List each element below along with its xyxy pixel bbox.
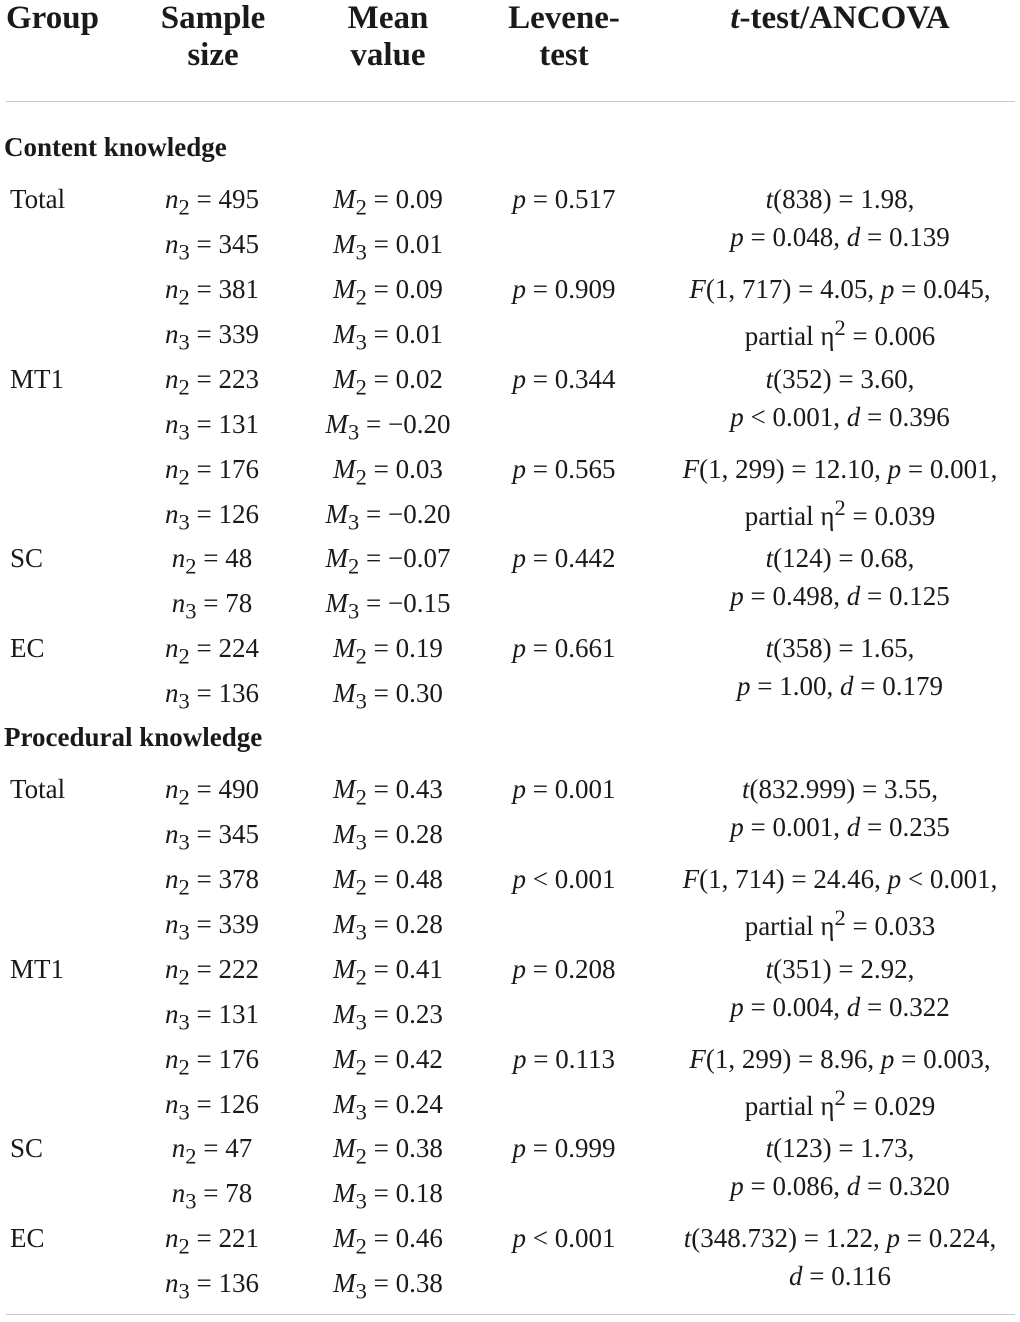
mean-value-cell [308, 451, 468, 541]
mean-value-cell-line: $M_2 = 0.41$ [333, 954, 443, 990]
table-row [0, 771, 1020, 855]
header-sample-size [133, 0, 293, 74]
mean-value-cell-line: $M_2 = 0.48$ [333, 864, 443, 900]
table-row [0, 540, 1020, 624]
header-divider [6, 101, 1015, 102]
sample-size-cell-line: $n_2 = 222$ [165, 954, 259, 990]
sample-size-cell-line: $n_2 = 224$ [165, 633, 259, 669]
section-title: Procedural knowledge [4, 722, 263, 752]
table-row [0, 361, 1020, 445]
mean-value-cell [308, 271, 468, 361]
header-mean-line-1: Mean [347, 0, 429, 36]
levene-cell: p = 0.001 [512, 774, 616, 804]
sample-size-cell [132, 1220, 292, 1310]
test-result-cell [660, 540, 1020, 615]
header-levene-line-1: Levene- [508, 0, 620, 36]
test-result-cell [660, 630, 1020, 705]
sample-size-cell [132, 1041, 292, 1131]
group-cell: EC [10, 633, 45, 663]
test-result-cell-line: F(1, 717) = 4.05, p = 0.045, [689, 274, 991, 304]
test-result-cell [660, 951, 1020, 1026]
test-result-cell [660, 361, 1020, 436]
test-result-cell-line: t(124) = 0.68, [765, 543, 915, 573]
test-result-cell [660, 451, 1020, 535]
sample-size-cell-line: $n_2 = 223$ [165, 364, 259, 400]
levene-cell: p = 0.113 [513, 1044, 615, 1074]
mean-value-cell-line: $M_2 = 0.38$ [333, 1133, 443, 1169]
group-cell: Total [10, 184, 66, 214]
test-result-cell-line: t(838) = 1.98, [765, 184, 915, 214]
test-result-cell-line: partial $\eta^2 = 0.006$ [744, 314, 936, 351]
sample-size-cell-line: $n_3 = 345$ [165, 228, 259, 265]
section-title: Content knowledge [4, 132, 227, 162]
mean-value-cell [308, 630, 468, 720]
mean-value-cell-line: $M_2 = 0.03$ [333, 454, 443, 490]
mean-value-cell-line: $M_3 = -0.20$ [325, 408, 451, 445]
group-cell: EC [10, 1223, 45, 1253]
levene-cell: p = 0.909 [512, 274, 616, 304]
mean-value-cell-line: $M_3 = -0.20$ [325, 498, 451, 535]
test-result-cell-line: partial $\eta^2 = 0.029$ [744, 1084, 936, 1121]
test-result-cell-line: p = 0.001, d = 0.235 [730, 811, 950, 842]
sample-size-cell [132, 951, 292, 1041]
test-result-cell [660, 1130, 1020, 1205]
table-row [0, 630, 1020, 714]
test-result-cell-line: p = 1.00, d = 0.179 [737, 670, 943, 701]
mean-value-cell-line: $M_3 = 0.23$ [333, 998, 443, 1035]
test-result-cell [660, 1041, 1020, 1125]
table-row [0, 1220, 1020, 1304]
levene-cell: p = 0.661 [512, 633, 616, 663]
mean-value-cell-line: $M_2 = -0.07$ [325, 543, 451, 579]
group-cell: Total [10, 774, 66, 804]
header-sample-line-2: size [187, 37, 239, 73]
sample-size-cell-line: $n_2 = 176$ [165, 1044, 259, 1080]
table-row [0, 1041, 1020, 1125]
sample-size-cell-line: $n_2 = 490$ [165, 774, 259, 810]
mean-value-cell-line: $M_3 = 0.30$ [333, 677, 443, 714]
group-cell: MT1 [10, 364, 64, 394]
test-result-cell-line: p = 0.004, d = 0.322 [730, 991, 950, 1022]
mean-value-cell-line: $M_2 = 0.46$ [333, 1223, 443, 1259]
mean-value-cell-line: $M_2 = 0.09$ [333, 274, 443, 310]
levene-cell: p = 0.517 [512, 184, 616, 214]
header-group: Group [6, 0, 99, 36]
table-row [0, 271, 1020, 355]
test-result-cell-line: t(348.732) = 1.22, p = 0.224, [683, 1223, 997, 1253]
sample-size-cell [132, 181, 292, 271]
sample-size-cell-line: $n_3 = 131$ [165, 998, 259, 1035]
test-result-cell [660, 271, 1020, 355]
sample-size-cell [132, 361, 292, 451]
sample-size-cell-line: $n_3 = 78$ [171, 587, 253, 624]
test-result-cell-line: p = 0.086, d = 0.320 [730, 1170, 950, 1201]
group-cell: SC [10, 543, 44, 573]
levene-cell: p = 0.565 [512, 454, 616, 484]
table-row [0, 951, 1020, 1035]
header-t-test-ancova: t-test/ANCOVA [730, 0, 950, 36]
group-cell: MT1 [10, 954, 64, 984]
sample-size-cell-line: $n_2 = 381$ [165, 274, 259, 310]
test-result-cell-line: t(351) = 2.92, [765, 954, 915, 984]
header-mean-value [308, 0, 468, 74]
sample-size-cell-line: $n_3 = 136$ [165, 677, 259, 714]
mean-value-cell [308, 540, 468, 630]
mean-value-cell-line: $M_3 = 0.38$ [333, 1267, 443, 1304]
test-result-cell-line: F(1, 299) = 8.96, p = 0.003, [689, 1044, 991, 1074]
mean-value-cell-line: $M_3 = 0.01$ [333, 318, 443, 355]
sample-size-cell-line: $n_3 = 126$ [165, 1088, 259, 1125]
mean-value-cell [308, 1220, 468, 1310]
sample-size-cell-line: $n_2 = 221$ [165, 1223, 259, 1259]
levene-cell: p < 0.001 [512, 864, 616, 894]
sample-size-cell-line: $n_3 = 339$ [165, 908, 259, 945]
mean-value-cell [308, 361, 468, 451]
mean-value-cell-line: $M_3 = 0.24$ [333, 1088, 443, 1125]
mean-value-cell [308, 861, 468, 951]
sample-size-cell [132, 771, 292, 861]
sample-size-cell-line: $n_3 = 136$ [165, 1267, 259, 1304]
sample-size-cell-line: $n_2 = 48$ [171, 543, 253, 579]
test-result-cell-line: partial $\eta^2 = 0.033$ [744, 904, 936, 941]
test-result-cell [660, 861, 1020, 945]
levene-cell: p = 0.999 [512, 1133, 616, 1163]
sample-size-cell-line: $n_3 = 126$ [165, 498, 259, 535]
mean-value-cell-line: $M_2 = 0.42$ [333, 1044, 443, 1080]
test-result-cell-line: t(832.999) = 3.55, [742, 774, 938, 804]
sample-size-cell [132, 630, 292, 720]
mean-value-cell-line: $M_3 = -0.15$ [325, 587, 451, 624]
test-result-cell-line: p = 0.048, d = 0.139 [730, 221, 950, 252]
test-result-cell [660, 771, 1020, 846]
mean-value-cell [308, 1130, 468, 1220]
sample-size-cell [132, 861, 292, 951]
test-result-cell-line: p = 0.498, d = 0.125 [730, 580, 950, 611]
table-bottom-divider [6, 1314, 1015, 1315]
mean-value-cell [308, 1041, 468, 1131]
levene-cell: p = 0.208 [512, 954, 616, 984]
sample-size-cell-line: $n_3 = 339$ [165, 318, 259, 355]
sample-size-cell-line: $n_3 = 131$ [165, 408, 259, 445]
sample-size-cell-line: $n_3 = 78$ [171, 1177, 253, 1214]
table-row [0, 181, 1020, 265]
header-levene-line-2: test [539, 37, 589, 73]
sample-size-cell-line: $n_2 = 176$ [165, 454, 259, 490]
sample-size-cell [132, 271, 292, 361]
levene-cell: p = 0.344 [512, 364, 616, 394]
test-result-cell-line: F(1, 299) = 12.10, p = 0.001, [682, 454, 998, 484]
sample-size-cell-line: $n_2 = 495$ [165, 184, 259, 220]
sample-size-cell-line: $n_2 = 378$ [165, 864, 259, 900]
test-result-cell [660, 181, 1020, 256]
test-result-cell-line: t(123) = 1.73, [765, 1133, 915, 1163]
test-result-cell [660, 1220, 1020, 1295]
mean-value-cell-line: $M_3 = 0.18$ [333, 1177, 443, 1214]
table-row [0, 451, 1020, 535]
test-result-cell-line: F(1, 714) = 24.46, p < 0.001, [682, 864, 998, 894]
header-mean-line-2: value [350, 37, 426, 73]
mean-value-cell [308, 951, 468, 1041]
mean-value-cell [308, 181, 468, 271]
sample-size-cell [132, 1130, 292, 1220]
test-result-cell-line: t(352) = 3.60, [765, 364, 915, 394]
levene-cell: p < 0.001 [512, 1223, 616, 1253]
table-row [0, 1130, 1020, 1214]
test-result-cell-line: t(358) = 1.65, [765, 633, 915, 663]
test-result-cell-line: d = 0.116 [789, 1260, 891, 1291]
mean-value-cell-line: $M_2 = 0.19$ [333, 633, 443, 669]
mean-value-cell-line: $M_2 = 0.02$ [333, 364, 443, 400]
test-result-cell-line: p < 0.001, d = 0.396 [730, 401, 950, 432]
header-levene-test [484, 0, 644, 74]
sample-size-cell-line: $n_2 = 47$ [171, 1133, 253, 1169]
table-row [0, 861, 1020, 945]
mean-value-cell-line: $M_3 = 0.28$ [333, 908, 443, 945]
sample-size-cell [132, 451, 292, 541]
group-cell: SC [10, 1133, 44, 1163]
test-result-cell-line: partial $\eta^2 = 0.039$ [744, 494, 936, 531]
mean-value-cell-line: $M_3 = 0.28$ [333, 818, 443, 855]
mean-value-cell-line: $M_2 = 0.43$ [333, 774, 443, 810]
mean-value-cell-line: $M_2 = 0.09$ [333, 184, 443, 220]
mean-value-cell-line: $M_3 = 0.01$ [333, 228, 443, 265]
header-sample-line-1: Sample [160, 0, 266, 36]
mean-value-cell [308, 771, 468, 861]
sample-size-cell [132, 540, 292, 630]
sample-size-cell-line: $n_3 = 345$ [165, 818, 259, 855]
levene-cell: p = 0.442 [512, 543, 616, 573]
